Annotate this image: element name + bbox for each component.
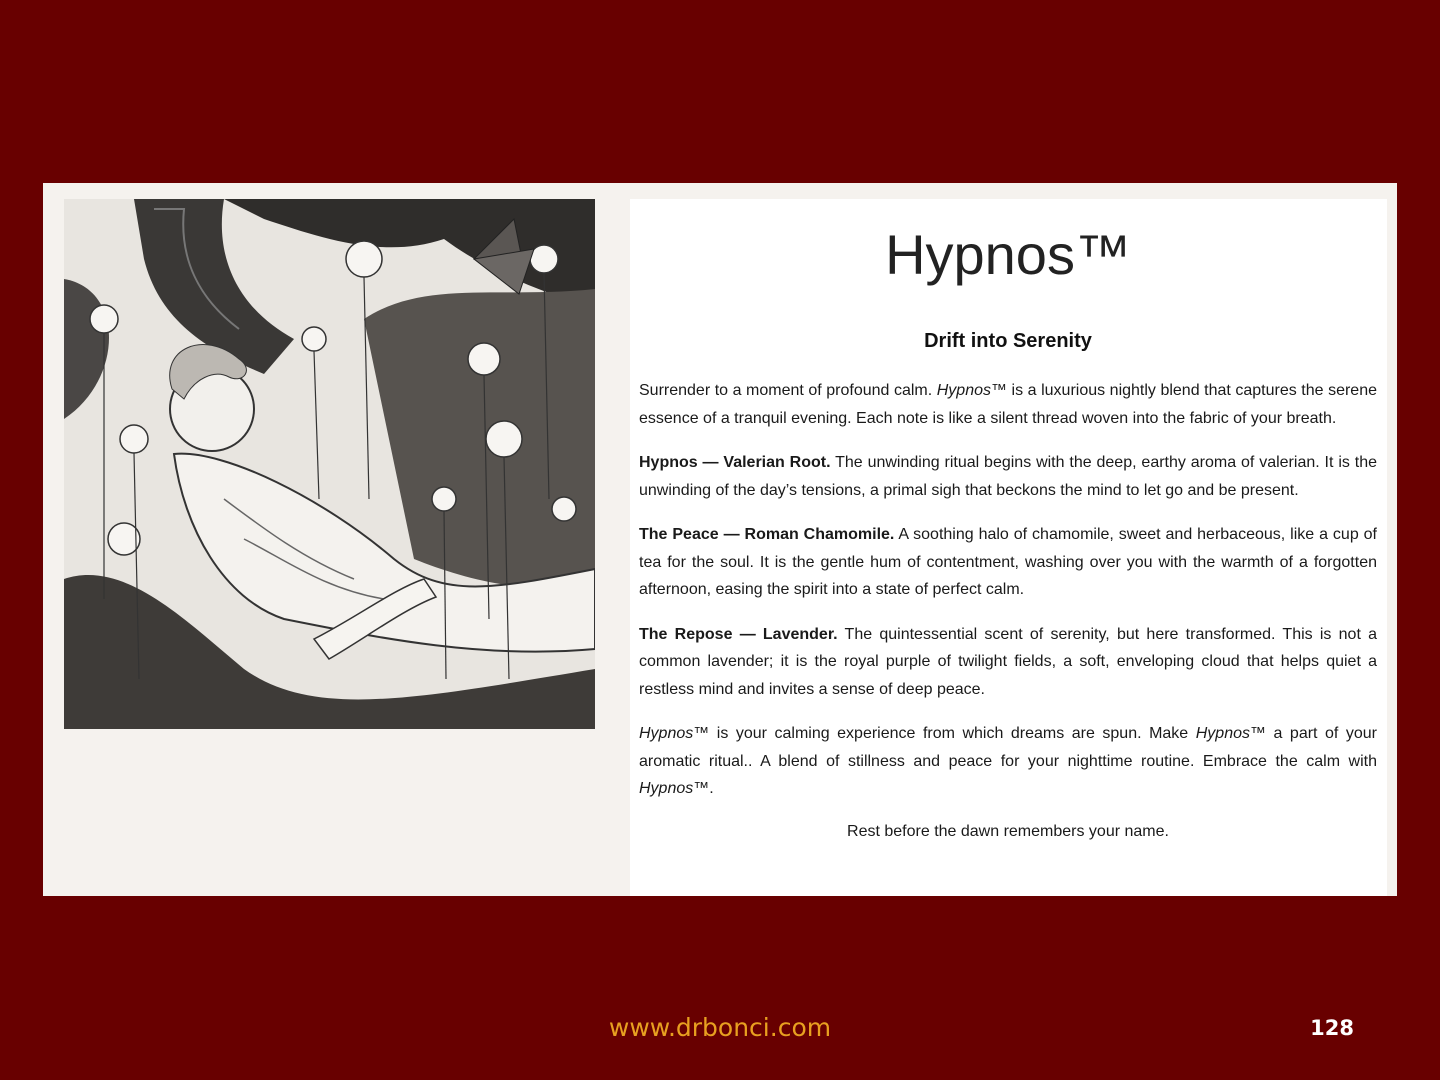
note-paragraph-chamomile: [639, 521, 1377, 604]
product-description-card: [630, 199, 1387, 896]
footer-website-link[interactable]: www.drbonci.com: [608, 1013, 832, 1042]
note-paragraph-valerian: [639, 449, 1377, 504]
intro-text-2: is a luxurious nightly blend that captures the serene essence of a tranquil evening. Each note is like a silent thread woven into the fabric of your breath.: [639, 382, 1378, 427]
note-heading: The Peace — Roman Chamomile.: [639, 526, 895, 543]
slide-content-panel: [43, 183, 1397, 896]
outro-text: is your calming experience from which dreams are spun. Make: [709, 725, 1196, 742]
note-text: The quintessential scent of serenity, but here transformed. This is not a common lavender; it is the royal purple of twilight fields, a soft, enveloping cloud that helps quiet a restless mind and invites a sense of deep peace.: [639, 625, 1378, 698]
note-paragraph-lavender: [639, 621, 1377, 704]
intro-text-1: Surrender to a moment of profound calm.: [639, 382, 937, 399]
outro-text: .: [709, 780, 714, 797]
outro-brand: Hypnos™: [1195, 725, 1266, 742]
note-heading: Hypnos — Valerian Root.: [639, 454, 831, 471]
note-text: The unwinding ritual begins with the deep, earthy aroma of valerian. It is the unwinding of the day’s tensions, a primal sigh that beckons the mind to let go and be present.: [639, 454, 1377, 499]
outro-brand: Hypnos™: [639, 780, 710, 797]
slide-page-number: 128: [1310, 1016, 1354, 1040]
intro-paragraph: [639, 377, 1377, 432]
sleeping-figure-illustration: [64, 199, 595, 729]
intro-brand: Hypnos™: [936, 382, 1007, 399]
outro-text: a part of your aromatic ritual.. A blend of stillness and peace for your nighttime routine. Embrace the calm with: [639, 725, 1378, 770]
closing-line: Rest before the dawn remembers your name.: [847, 822, 1169, 840]
product-title: Hypnos™: [885, 223, 1131, 286]
outro-paragraph: [639, 720, 1377, 803]
product-tagline: Drift into Serenity: [924, 330, 1092, 352]
outro-brand: Hypnos™: [639, 725, 710, 742]
note-heading: The Repose — Lavender.: [639, 625, 838, 643]
note-text: A soothing halo of chamomile, sweet and herbaceous, like a cup of tea for the soul. It is the gentle hum of contentment, washing over you with the warmth of a forgotten afternoon, easing the spirit into a state of perfect calm.: [639, 526, 1377, 598]
